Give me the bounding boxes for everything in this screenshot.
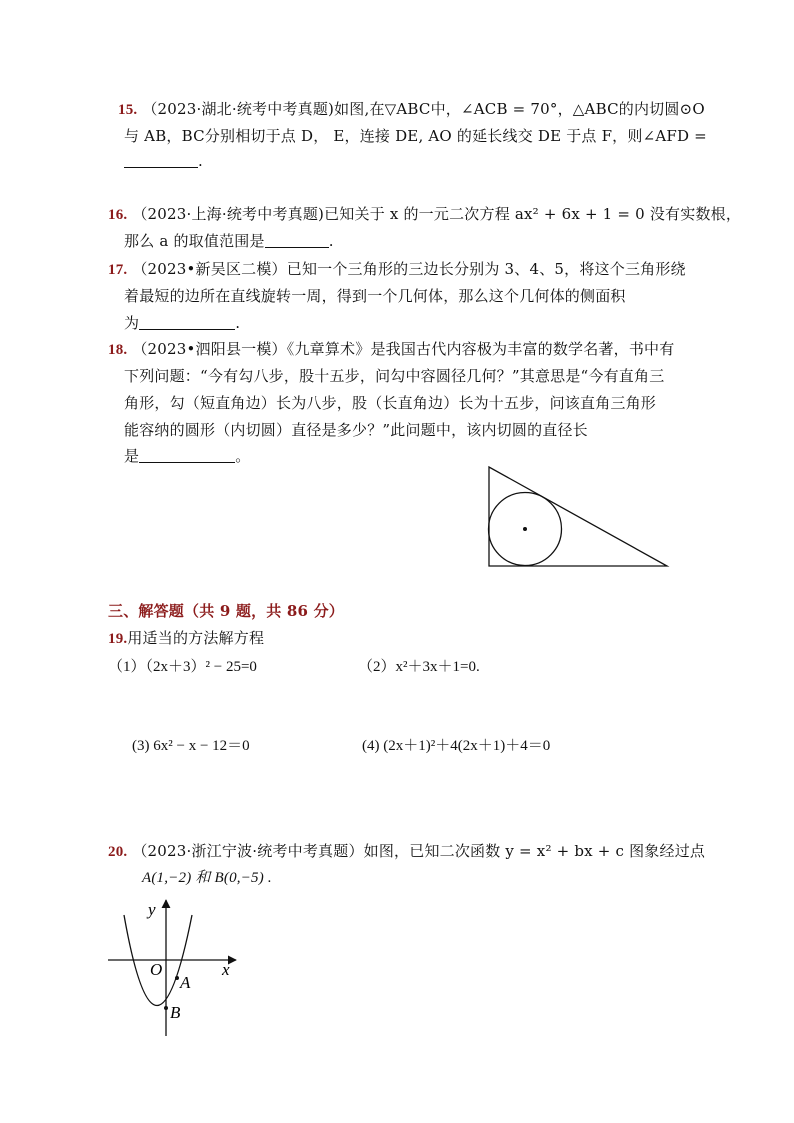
q18-number: 18. [108,342,128,358]
incircle-center [523,527,527,531]
q17-text2: 着最短的边所在直线旋转一周，得到一个几何体，那么这个几何体的侧面积 [124,287,626,305]
q15-period: . [198,152,203,170]
q16-line1 [108,203,741,224]
q18-triangle-figure [480,460,680,575]
point-b-label: B [170,1003,181,1022]
q18-period: 。 [235,447,251,465]
q18-text5: 是 [124,447,140,465]
q15-line1 [118,98,705,119]
q20-parabola-graph [100,890,250,1040]
q18-text2: 下列问题：“今有勾八步，股十五步，问勾中容圆径几何？”其意思是“今有直角三 [124,367,665,385]
q20-text1: （2023·浙江宁波·统考中考真题）如图，已知二次函数 y = x² + bx + c 图象经过点 [132,842,706,860]
q15-number: 15. [118,102,138,118]
q18-line2 [124,365,664,386]
q15-answer-blank[interactable] [124,153,198,168]
q17-number: 17. [108,262,128,278]
q18-text4: 能容纳的圆形（内切圆）直径是多少？”此问题中，该内切圆的直径长 [124,421,588,439]
q17-answer-blank[interactable] [139,315,235,330]
x-axis-label: x [222,960,230,979]
right-triangle [489,467,667,566]
q18-line1 [108,338,674,359]
q20-line1 [108,840,705,861]
q18-text1: （2023•泗阳县一模）《九章算术》是我国古代内容极为丰富的数学名著，书中有 [132,340,675,358]
q15-text1: （2023·湖北·统考中考真题)如图,在▽ABC中，∠ACB = 70°，△ABC的内切圆⊙O [142,100,705,118]
q19-title-line [108,627,264,648]
y-axis-label: y [148,900,156,919]
q16-text2: 那么 a 的取值范围是 [124,232,265,250]
q16-line2 [124,230,334,251]
q16-number: 16. [108,207,128,223]
q19-number: 19. [108,631,128,647]
q16-answer-blank[interactable] [265,233,329,248]
q16-period: . [328,232,334,250]
q19-part2: （2）x²＋3x＋1=0. [358,659,480,675]
q19-part1: （1）（2x＋3）² − 25=0 [108,659,257,675]
q17-line2 [124,285,626,306]
q15-line2 [124,125,707,146]
point-b [164,1006,168,1010]
q18-text3: 角形，勾（短直角边）长为八步，股（长直角边）长为十五步，问该直角三角形 [124,394,657,412]
q20-number: 20. [108,844,128,860]
q17-period: . [235,314,241,332]
point-a-label: A [180,973,191,992]
q17-line3 [124,312,240,333]
point-a [175,976,179,980]
q17-line1 [108,258,686,279]
q20-line2 [142,866,272,887]
q18-line5 [124,445,250,466]
q18-line3 [124,392,656,413]
q18-line4 [124,419,588,440]
q20-text2: A(1,−2) 和 B(0,−5) . [142,870,272,886]
q15-line3 [124,152,203,170]
origin-label: O [150,960,163,979]
q16-text1: （2023·上海·统考中考真题)已知关于 x 的一元二次方程 ax² + 6x + 1 = 0 没有实数根， [132,205,742,223]
q19-part4: (4) (2x＋1)²＋4(2x＋1)＋4＝0 [362,738,551,754]
q18-answer-blank[interactable] [139,448,235,463]
q19-part3: (3) 6x² − x − 12＝0 [132,738,250,754]
q15-text2: 与 AB，BC分别相切于点 D， E，连接 DE, AO 的延长线交 DE 于点 F，则∠AFD = [124,127,707,145]
q19-title: 用适当的方法解方程 [127,629,265,647]
section-three-title: 三、解答题（共 9 题，共 86 分） [108,602,345,620]
q17-text1: （2023•新吴区二模）已知一个三角形的三边长分别为 3、4、5，将这个三角形绕 [132,260,686,278]
q17-text3: 为 [124,314,140,332]
